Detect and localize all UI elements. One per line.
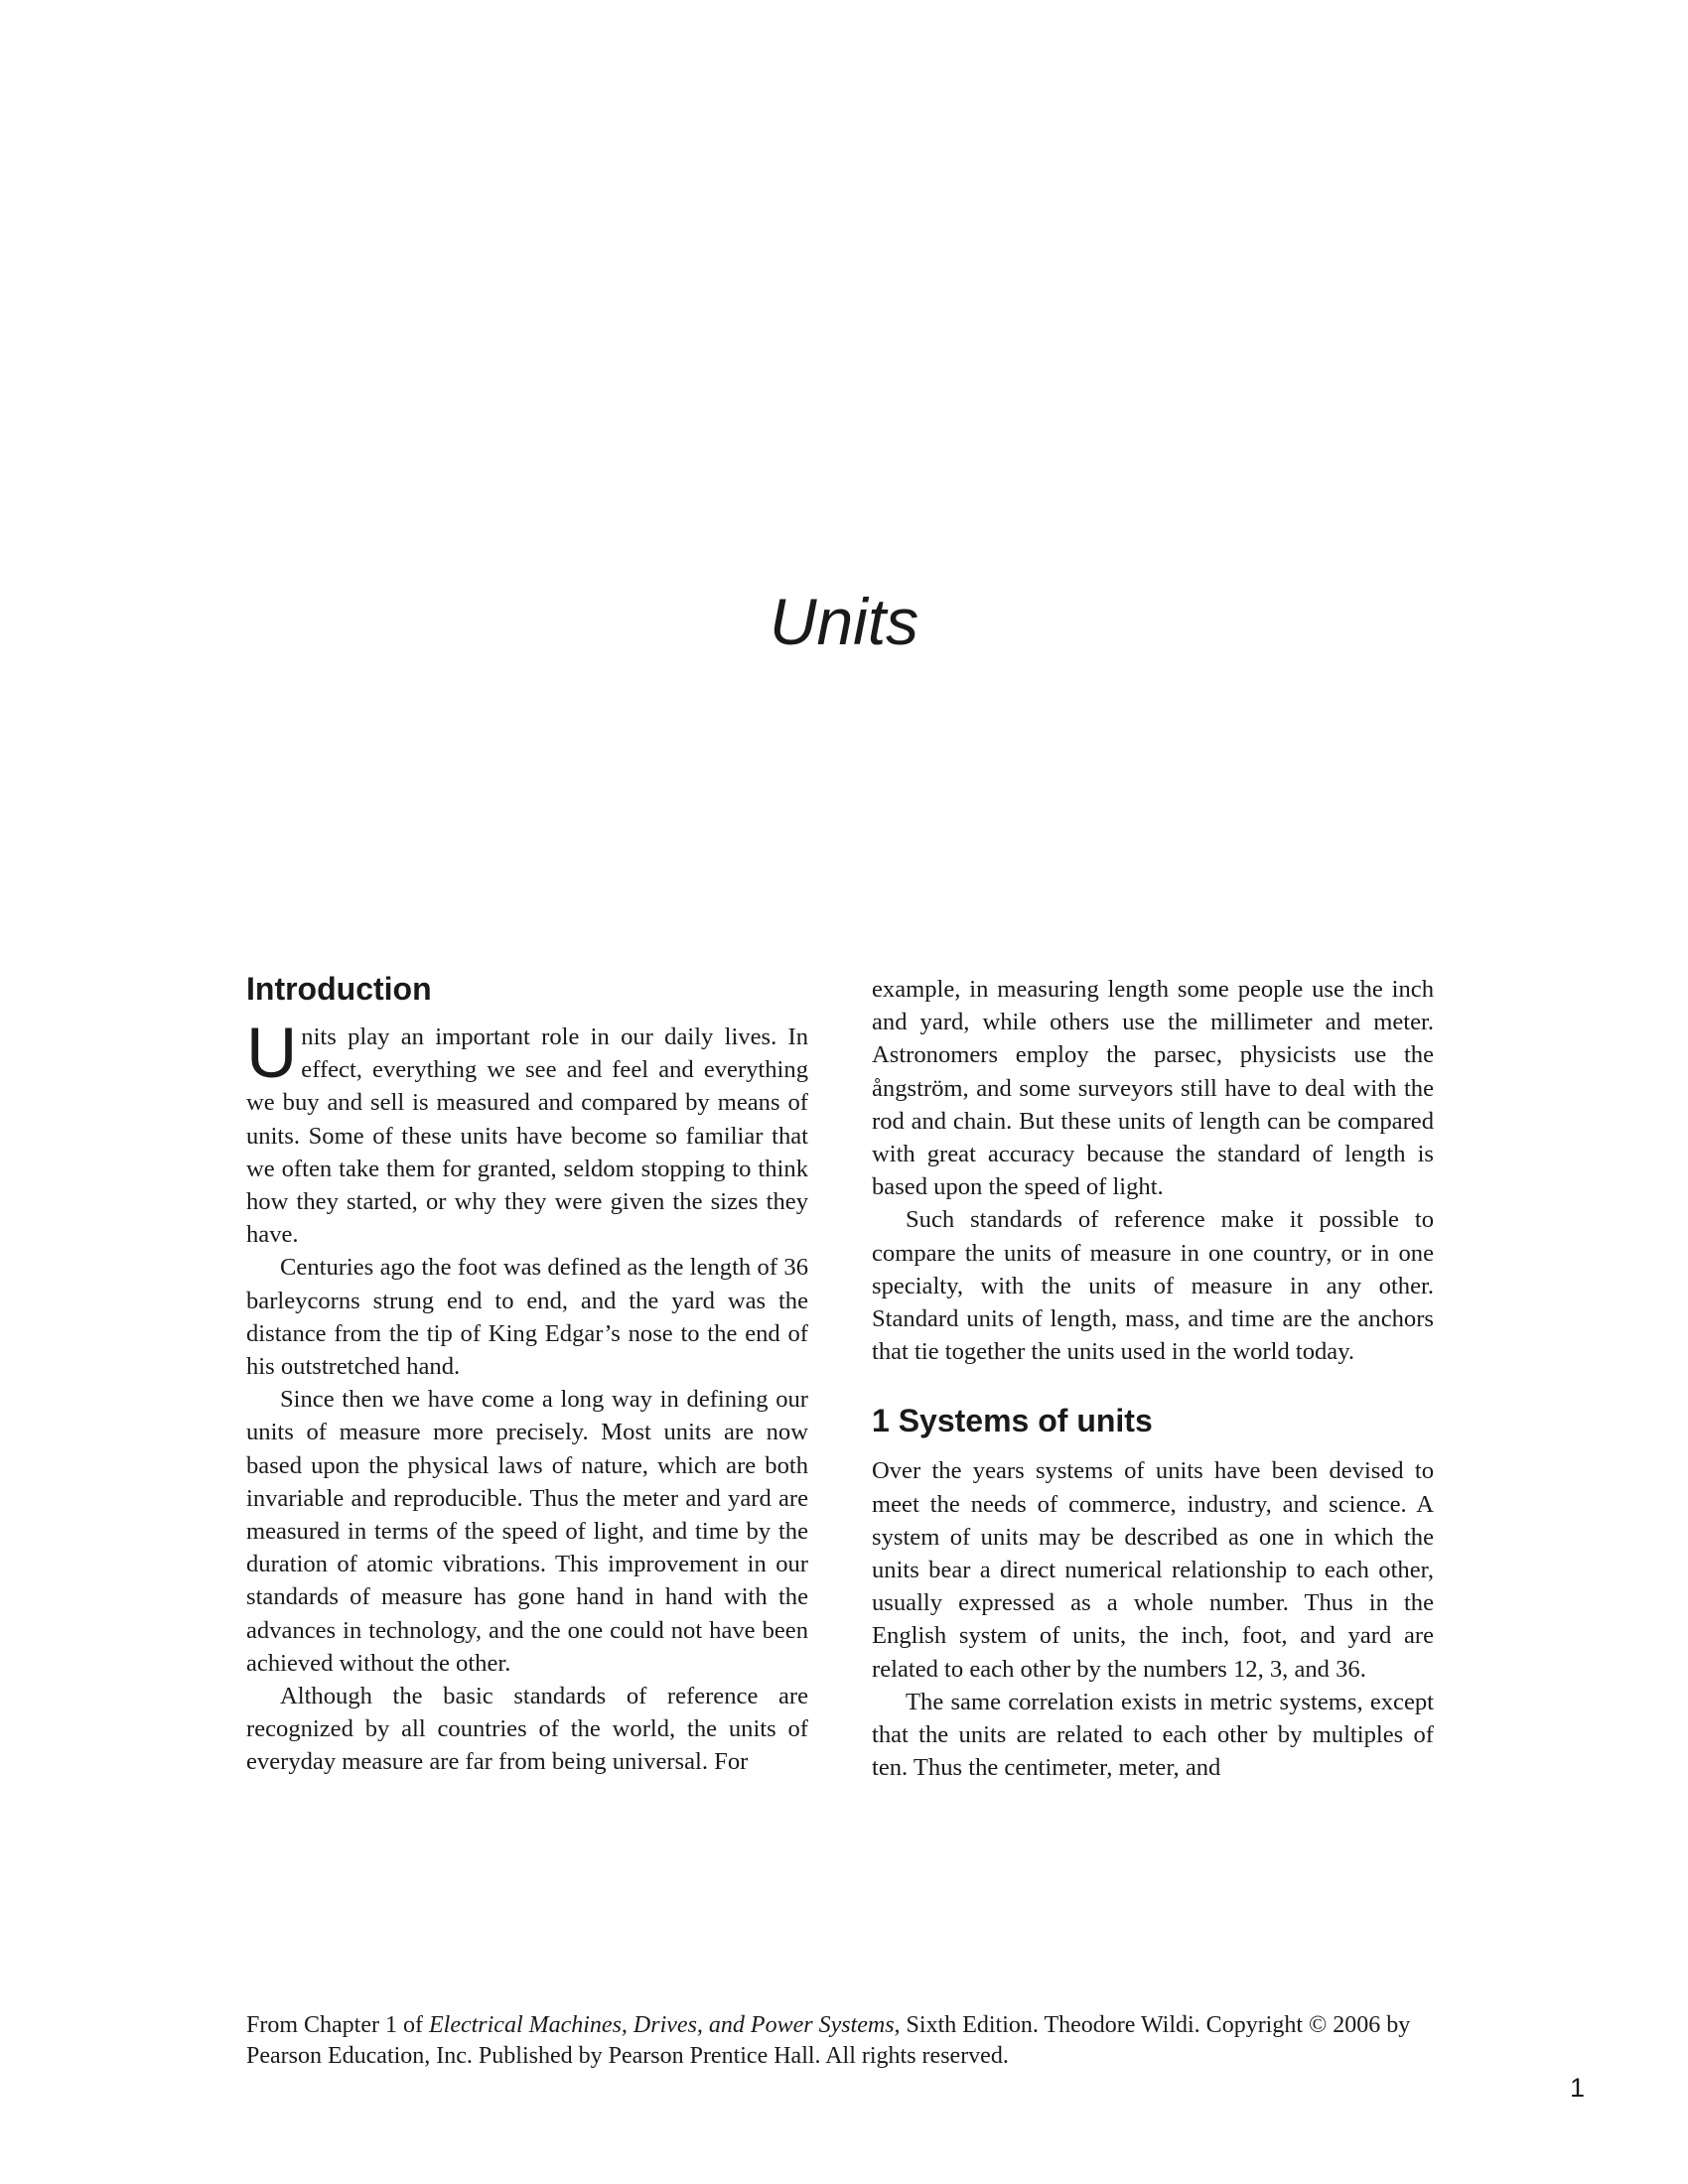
page-number: 1 bbox=[1569, 2073, 1585, 2103]
drop-cap: U bbox=[246, 1015, 298, 1093]
left-column bbox=[246, 971, 808, 1779]
systems-paragraph-2: The same correlation exists in metric systems, except that the units are related to each other by multiples of ten. Thus the centimeter, meter, and bbox=[872, 1688, 1434, 1782]
footnote-prefix: From Chapter 1 of bbox=[246, 2012, 429, 2038]
intro-paragraph-5: Such standards of reference make it possible to compare the units of measure in one country, or in one specialty, with the units of measure in any other. Standard units of length, mass, and time are the anchors that tie together the units used in the world today. bbox=[872, 1206, 1434, 1366]
right-column bbox=[872, 973, 1434, 1784]
footnote-suffix: , Sixth Edition. Theodore Wildi. Copyright © 2006 by Pearson Education, Inc. Published by Pearson Prentice Hall. All rights reserved. bbox=[246, 2012, 1411, 2069]
footnote-book-title: Electrical Machines, Drives, and Power Systems bbox=[428, 2012, 895, 2038]
intro-paragraph-2: Centuries ago the foot was defined as the length of 36 barleycorns strung end to end, and the yard was the distance from the tip of King Edgar’s nose to the end of his outstretched hand. bbox=[246, 1254, 808, 1381]
introduction-heading: Introduction bbox=[246, 971, 432, 1007]
intro-paragraph-1-text: nits play an important role in our daily lives. In effect, everything we see and feel and everything we buy and sell is measured and compared by means of units. Some of these units have become so familiar that we often take them for granted, seldom stopping to think how they started, or why they were given the sizes they have. bbox=[246, 1024, 808, 1249]
source-footnote bbox=[246, 2010, 1434, 2072]
chapter-title: Units bbox=[769, 585, 919, 658]
systems-of-units-heading: 1 Systems of units bbox=[872, 1403, 1153, 1439]
intro-paragraph-4-continued: example, in measuring length some people use the inch and yard, while others use the millimeter and meter. Astronomers employ the parsec, physicists use the ångström, and some surveyors still have to deal with the rod and chain. But these units of length can be compared with great accuracy because the standard of length is based upon the speed of light. bbox=[872, 976, 1434, 1201]
intro-paragraph-3: Since then we have come a long way in defining our units of measure more precisely. Most units are now based upon the physical laws of nature, which are both invariable and reproducible. Thus the meter and yard are measured in terms of the speed of light, and time by the duration of atomic vibrations. This improvement in our standards of measure has gone hand in hand with the advances in technology, and the one could not have been achieved without the other. bbox=[246, 1386, 808, 1677]
intro-paragraph-4: Although the basic standards of reference are recognized by all countries of the world, the units of everyday measure are far from being universal. For bbox=[246, 1683, 808, 1776]
intro-paragraph-1 bbox=[246, 1015, 808, 1251]
systems-paragraph-1: Over the years systems of units have been devised to meet the needs of commerce, industry, and science. A system of units may be described as one in which the units bear a direct numerical relationship to each other, usually expressed as a whole number. Thus in the English system of units, the inch, foot, and yard are related to each other by the numbers 12, 3, and 36. bbox=[872, 1457, 1434, 1683]
